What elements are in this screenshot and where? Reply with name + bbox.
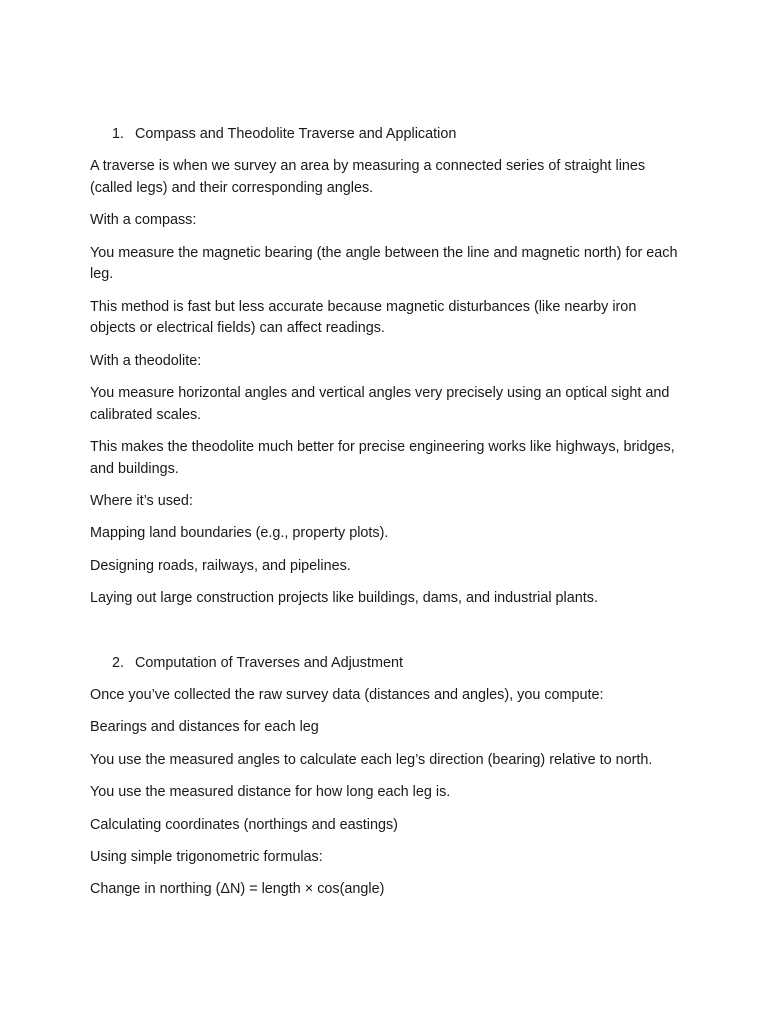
section-1-number: 1. xyxy=(112,126,125,142)
section-2-number: 2. xyxy=(112,654,125,671)
paragraph: A traverse is when we survey an area by measuring a connected series of straight lines (called legs) and their corresponding angles. xyxy=(90,158,646,196)
paragraph: You measure horizontal angles and vertical angles very precisely using an optical sight and calibrated scales. xyxy=(90,385,670,423)
section-1-title: Compass and Theodolite Traverse and Application xyxy=(135,126,457,142)
section-2-heading xyxy=(90,653,680,675)
paragraph: Calculating coordinates (northings and eastings) xyxy=(90,816,398,833)
paragraph: Using simple trigonometric formulas: xyxy=(90,849,323,865)
paragraph: Change in northing (ΔN) = length × cos(angle) xyxy=(90,881,385,898)
section-1-heading xyxy=(90,124,680,146)
section-2-title: Computation of Traverses and Adjustment xyxy=(135,654,403,671)
paragraph: You measure the magnetic bearing (the angle between the line and magnetic north) for each leg. xyxy=(90,244,678,283)
paragraph: Bearings and distances for each leg xyxy=(90,719,319,736)
paragraph: With a compass: xyxy=(90,212,197,229)
paragraph: This method is fast but less accurate because magnetic disturbances (like nearby iron objects or electrical fields) can affect readings. xyxy=(90,298,637,337)
section-spacer xyxy=(90,621,680,653)
paragraph: Once you’ve collected the raw survey data (distances and angles), you compute: xyxy=(90,687,604,704)
paragraph: With a theodolite: xyxy=(90,352,202,369)
paragraph: You use the measured angles to calculate each leg’s direction (bearing) relative to north. xyxy=(90,751,653,768)
paragraph: Where it’s used: xyxy=(90,493,193,510)
paragraph: Laying out large construction projects like buildings, dams, and industrial plants. xyxy=(90,590,598,607)
paragraph: Mapping land boundaries (e.g., property plots). xyxy=(90,525,389,542)
paragraph: This makes the theodolite much better for precise engineering works like highways, bridges, and buildings. xyxy=(90,439,675,477)
document-page xyxy=(90,124,680,912)
paragraph: You use the measured distance for how long each leg is. xyxy=(90,784,451,801)
paragraph: Designing roads, railways, and pipelines. xyxy=(90,557,351,574)
